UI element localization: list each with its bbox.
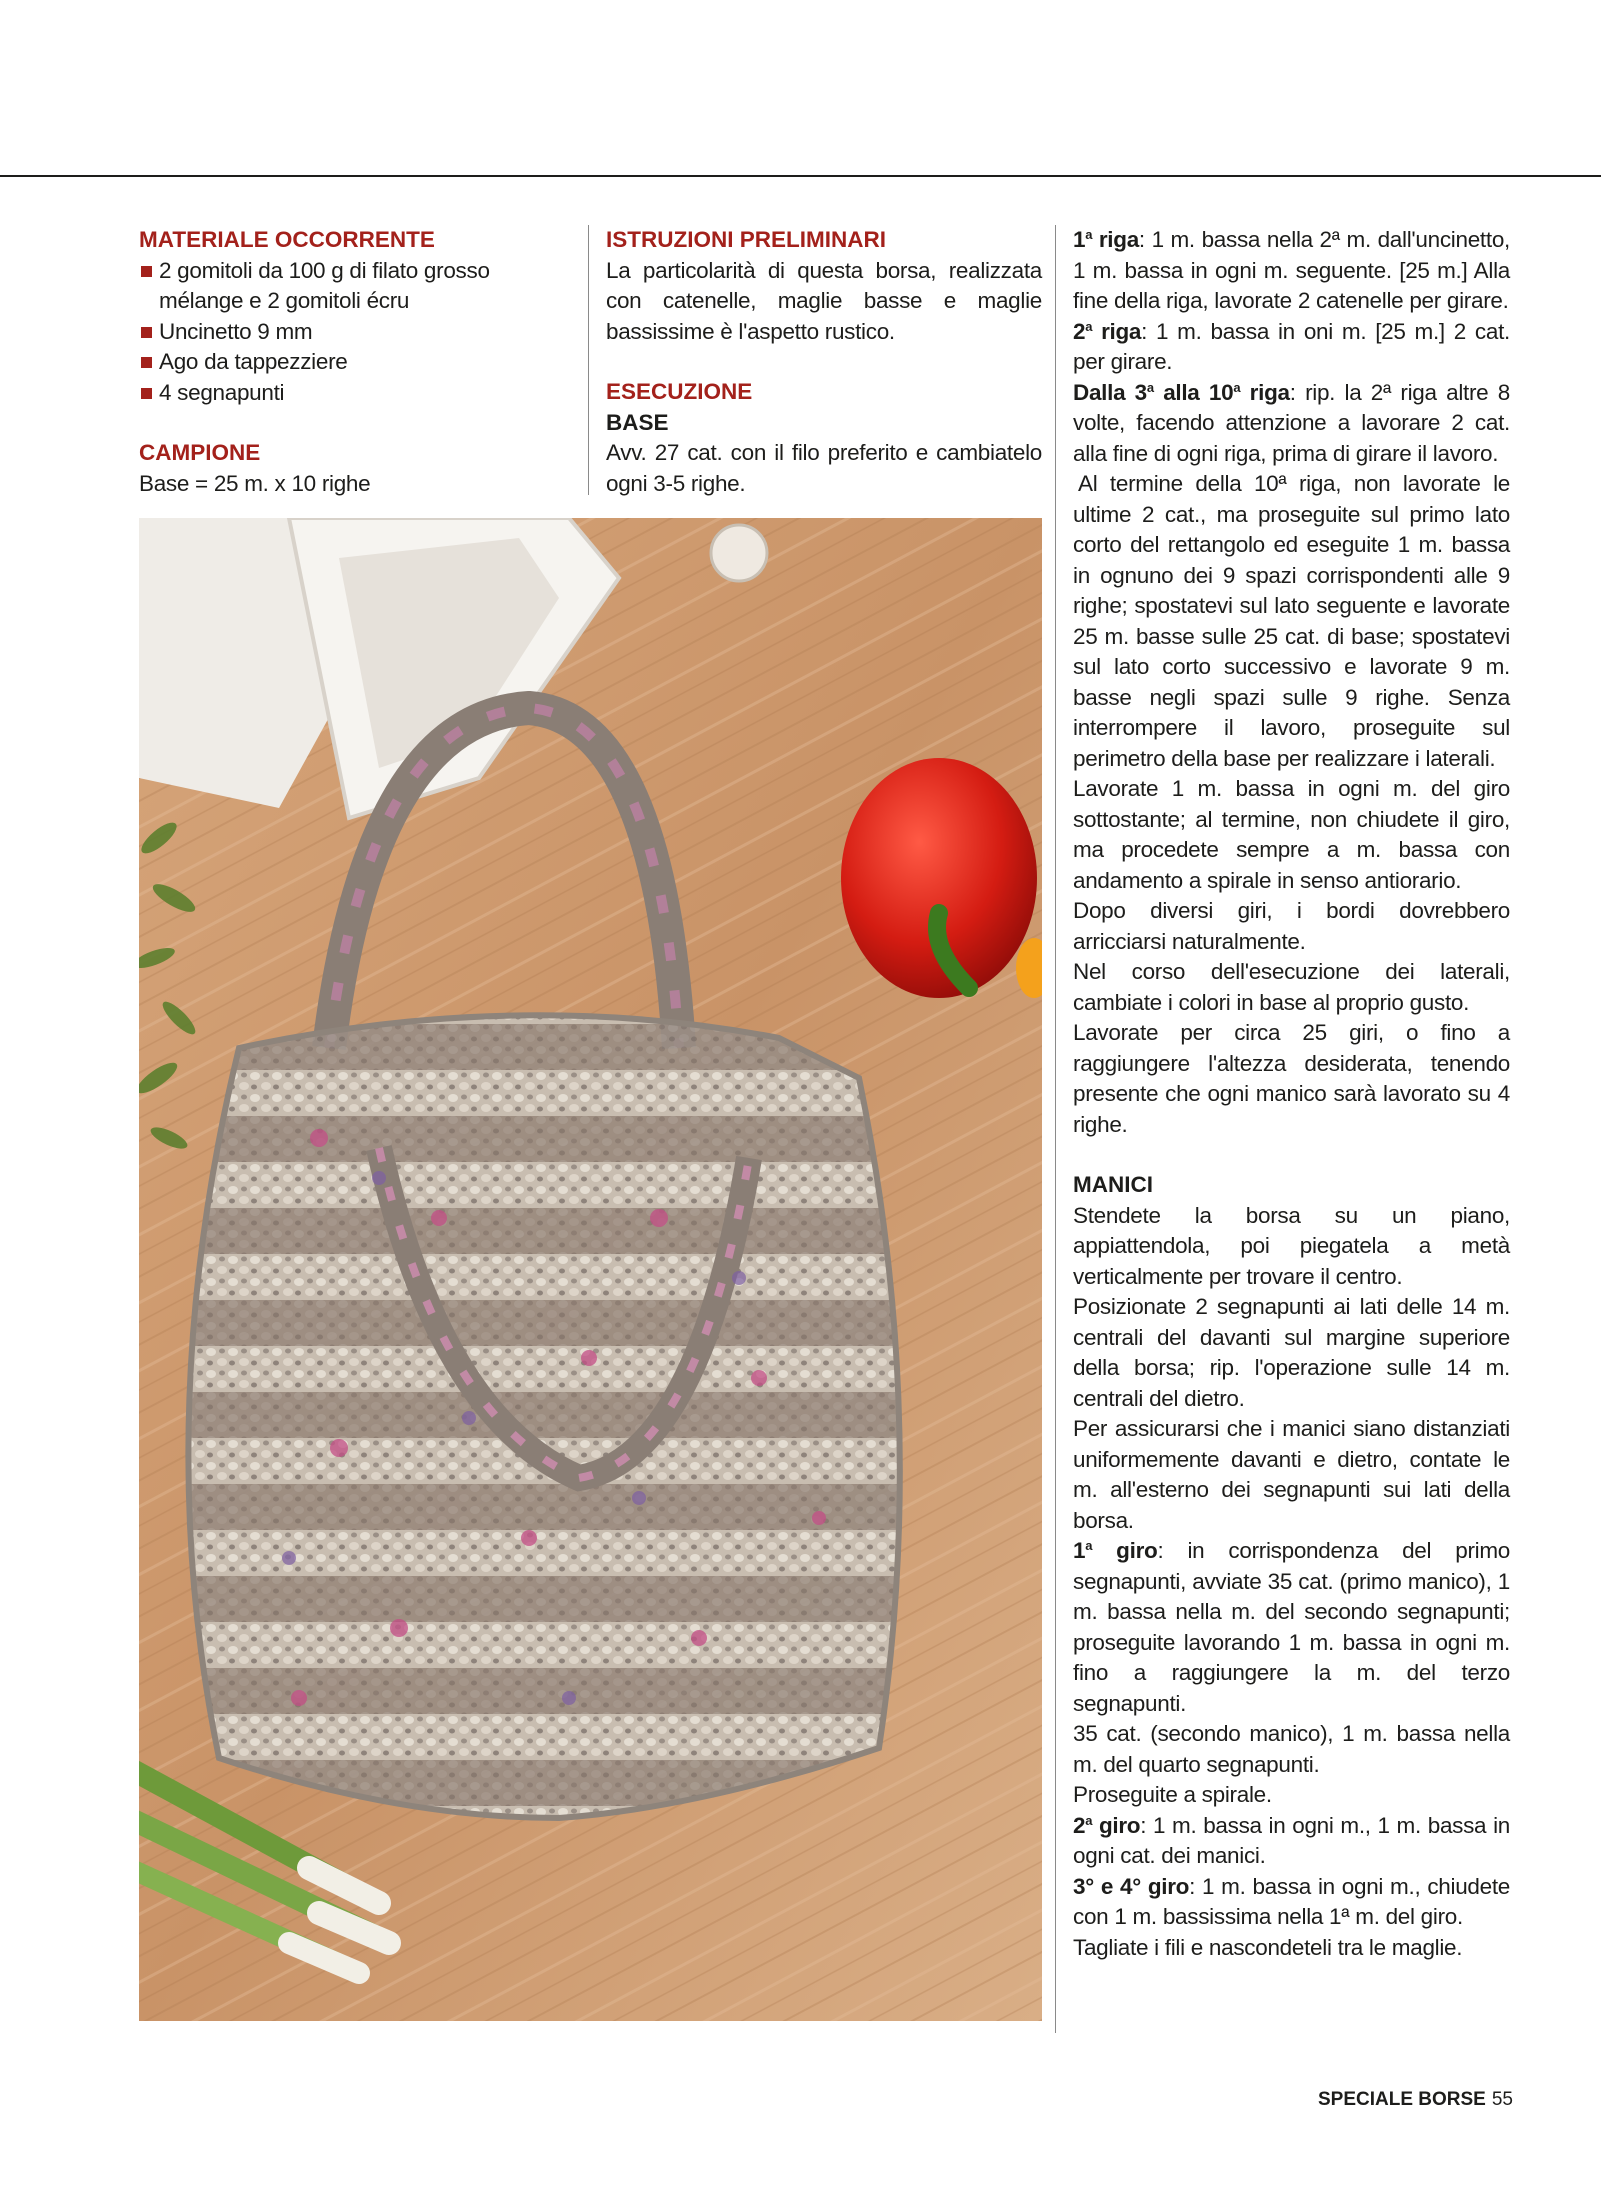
materials-item: Ago da tappezziere	[139, 347, 569, 378]
page-number: 55	[1491, 2089, 1513, 2110]
step-row-3-10: Dalla 3$^a$ alla 10$^a$ riga: rip. la 2ª riga altre 8 volte, facendo attenzione a lavorare 2 cat. alla fine di ogni riga, prima di girare il lavoro.	[1073, 379, 1510, 466]
base-heading: BASE	[606, 409, 669, 435]
paragraph: Tagliate i fili e nascondeteli tra le maglie.	[1073, 1934, 1463, 1960]
paragraph: Proseguite a spirale.	[1073, 1782, 1272, 1807]
sample-text: Base = 25 m. x 10 righe	[139, 470, 371, 496]
magazine-name: SPECIALE BORSE	[1317, 2089, 1486, 2110]
step-label: 3° e 4° giro	[1073, 1873, 1190, 1899]
paragraph: Stendete la borsa su un piano, appiattendola, poi piegatela a metà verticalmente per trovare il centro.	[1073, 1202, 1510, 1289]
materials-heading: MATERIALE OCCORRENTE	[139, 227, 435, 252]
instructions-column	[606, 225, 1042, 499]
paragraph: Nel corso dell'esecuzione dei laterali, cambiate i colori in base al proprio gusto.	[1073, 959, 1510, 1015]
step-label: 1$^a$ riga	[1073, 227, 1139, 252]
bag-photo	[139, 518, 1042, 2021]
preliminary-text: La particolarità di questa borsa, realizzata con catenelle, maglie basse e maglie bassissime è l'aspetto rustico.	[606, 257, 1042, 344]
step-row-1: 1$^a$ riga: 1 m. bassa nella 2ª m. dall'uncinetto, 1 m. bassa in ogni m. seguente. [25 m.] Alla fine della riga, lavorate 2 catenelle per girare.	[1073, 227, 1510, 313]
steps-column	[1073, 225, 1510, 1963]
paragraph: 35 cat. (secondo manico), 1 m. bassa nella m. del quarto segnapunti.	[1073, 1721, 1510, 1777]
execution-heading: ESECUZIONE	[606, 379, 753, 404]
paragraph: Dopo diversi giri, i bordi dovrebbero arricciarsi naturalmente.	[1073, 898, 1510, 954]
sample-heading: CAMPIONE	[139, 440, 261, 465]
step-label: 1$^a$ giro	[1073, 1538, 1158, 1563]
materials-item: Uncinetto 9 mm	[139, 317, 569, 348]
top-rule	[0, 175, 1601, 177]
step-label: Dalla 3$^a$ alla 10$^a$ riga	[1073, 379, 1290, 405]
base-text: Avv. 27 cat. con il filo preferito e cambiatelo ogni 3-5 righe.	[606, 440, 1042, 496]
column-divider	[588, 225, 589, 495]
step-round-3-4: 3° e 4° giro: 1 m. bassa in ogni m., chiudete con 1 m. bassissima nella 1ª m. del giro.	[1073, 1873, 1510, 1929]
step-round-1: 1$^a$ giro: in corrispondenza del primo segnapunti, avviate 35 cat. (primo manico), 1 m. bassa nella m. del secondo segnapunti; proseguite lavorando 1 m. bassa in ogni m. fino a raggiungere la m. del terzo segnapunti.	[1073, 1538, 1510, 1716]
materials-item: 4 segnapunti	[139, 378, 569, 409]
materials-column	[139, 225, 569, 499]
handles-heading: MANICI	[1073, 1172, 1153, 1197]
paragraph: Al termine della 10ª riga, non lavorate le ultime 2 cat., ma proseguite sul primo lato corto del rettangolo ed eseguite 1 m. bassa in ognuno dei 9 spazi corrispondenti alle 9 righe; spostatevi sul lato seguente e lavorate 25 m. basse sulle 25 cat. di base; spostatevi sul lato corto successivo e lavorate 9 m. basse negli spazi sulle 9 righe. Senza interrompere il lavoro, proseguite sul perimetro della base per realizzare i laterali.	[1073, 471, 1510, 771]
paragraph: Per assicurarsi che i manici siano distanziati uniformemente davanti e dietro, contate le m. all'esterno dei segnapunti sui lati della borsa.	[1073, 1416, 1510, 1533]
step-row-2: 2$^a$ riga: 1 m. bassa in oni m. [25 m.] 2 cat. per girare.	[1073, 318, 1510, 374]
step-label: 2$^a$ giro	[1073, 1812, 1141, 1838]
paragraph: Posizionate 2 segnapunti ai lati delle 14 m. centrali del davanti sul margine superiore della borsa; rip. l'operazione sulle 14 m. centrali del dietro.	[1073, 1294, 1510, 1411]
preliminary-heading: ISTRUZIONI PRELIMINARI	[606, 227, 886, 252]
paragraph: Lavorate 1 m. bassa in ogni m. del giro sottostante; al termine, non chiudete il giro, ma procedete sempre a m. bassa con andamento a spirale in senso antiorario.	[1073, 776, 1510, 893]
page-footer	[1318, 2088, 1513, 2112]
step-round-2: 2$^a$ giro: 1 m. bassa in ogni m., 1 m. bassa in ogni cat. dei manici.	[1073, 1812, 1510, 1868]
materials-item: 2 gomitoli da 100 g di filato grosso mélange e 2 gomitoli écru	[139, 256, 569, 317]
step-label: 2$^a$ riga	[1073, 318, 1142, 344]
paragraph: Lavorate per circa 25 giri, o fino a raggiungere l'altezza desiderata, tenendo presente che ogni manico sarà lavorato su 4 righe.	[1073, 1020, 1510, 1137]
column-divider	[1055, 225, 1056, 2033]
